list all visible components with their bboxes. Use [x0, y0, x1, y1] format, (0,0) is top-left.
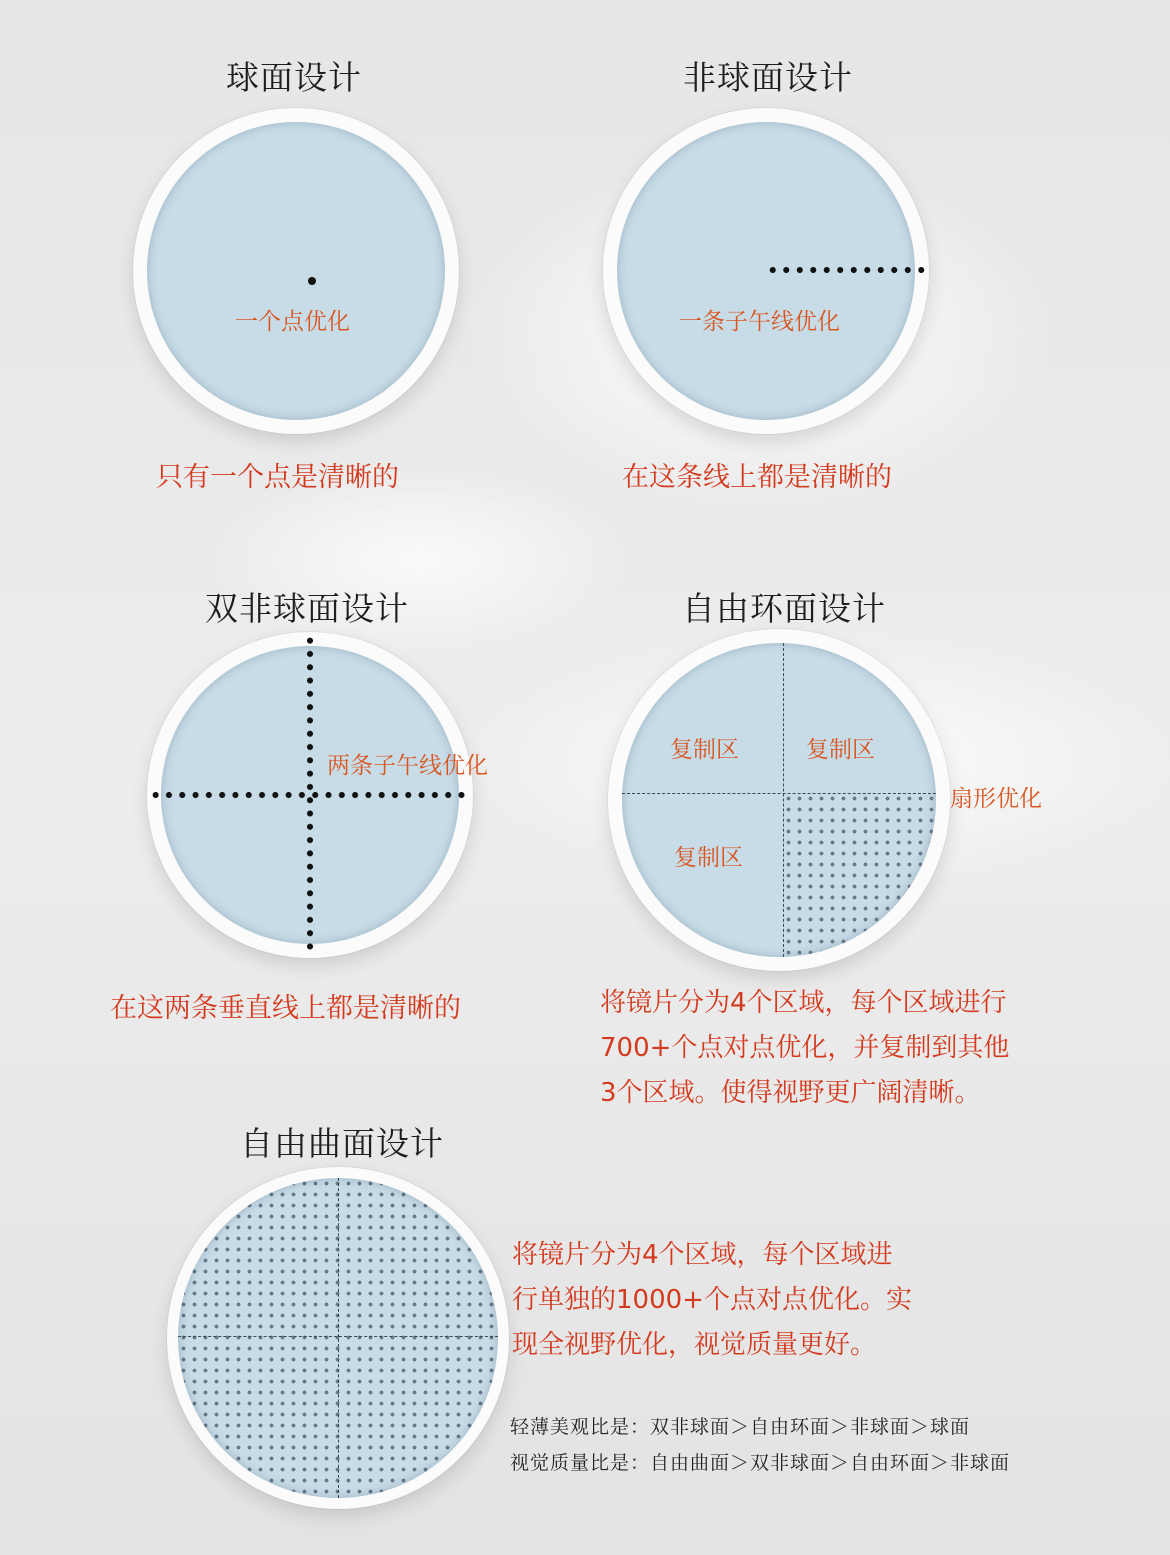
- aspherical-title: 非球面设计: [683, 58, 853, 97]
- double-aspherical-title: 双非球面设计: [205, 589, 409, 628]
- horizontal-divider: [622, 793, 936, 794]
- free-toric-title: 自由环面设计: [682, 589, 886, 628]
- aspherical-caption: 在这条线上都是清晰的: [622, 462, 892, 493]
- spherical-lens-surface: [147, 122, 445, 420]
- copy-zone-label: 复制区: [674, 845, 743, 871]
- aspherical-lens: [603, 108, 929, 434]
- freeform-description: [512, 1233, 912, 1368]
- optimized-quadrant-dots: [783, 793, 936, 957]
- thinness-ranking: 双非球面＞自由环面＞非球面＞球面: [650, 1416, 971, 1438]
- free-toric-description: [600, 981, 1009, 1116]
- double-aspherical-caption: 在这两条垂直线上都是清晰的: [110, 993, 461, 1024]
- double-aspherical-inner-label: 两条子午线优化: [327, 753, 488, 779]
- optimization-point: [308, 277, 316, 285]
- quality-comparison: [510, 1445, 1010, 1481]
- copy-zone-label: 复制区: [806, 737, 875, 763]
- spherical-caption: 只有一个点是清晰的: [156, 462, 399, 493]
- freeform-title: 自由曲面设计: [240, 1124, 444, 1163]
- vertical-divider: [783, 643, 784, 957]
- double-aspherical-lens: [147, 632, 488, 958]
- spherical-title: 球面设计: [226, 58, 362, 97]
- free-toric-lens: [608, 629, 950, 971]
- freeform-lens-surface: [178, 1178, 498, 1498]
- sector-optimization-label: 扇形优化: [950, 786, 1042, 812]
- thinness-comparison: [510, 1409, 1010, 1445]
- thinness-label: 轻薄美观比是：: [510, 1416, 651, 1438]
- meridian-line: [766, 267, 928, 273]
- quality-ranking: 自由曲面＞双非球面＞自由环面＞非球面: [650, 1452, 1011, 1474]
- spherical-inner-label: 一个点优化: [235, 309, 350, 335]
- free-toric-description-line: 3个区域。使得视野更广阔清晰。: [600, 1078, 981, 1108]
- free-toric-description-line: 将镜片分为4个区域，每个区域进行: [600, 988, 1007, 1018]
- free-toric-description-line: 700+个点对点优化，并复制到其他: [600, 1033, 1010, 1063]
- vertical-meridian: [307, 634, 313, 956]
- freeform-description-line: 现全视野优化，视觉质量更好。: [512, 1330, 877, 1360]
- aspherical-inner-label: 一条子午线优化: [679, 309, 840, 335]
- freeform-lens: [167, 1167, 509, 1509]
- comparison-notes: [510, 1409, 1010, 1481]
- freeform-description-line: 将镜片分为4个区域，每个区域进: [512, 1240, 893, 1270]
- quality-label: 视觉质量比是：: [510, 1452, 651, 1474]
- copy-zone-label: 复制区: [670, 737, 739, 763]
- free-toric-lens-surface: [622, 643, 936, 957]
- freeform-description-line: 行单独的1000+个点对点优化。实: [512, 1285, 912, 1315]
- spherical-lens: [133, 108, 459, 434]
- vertical-divider: [338, 1178, 339, 1498]
